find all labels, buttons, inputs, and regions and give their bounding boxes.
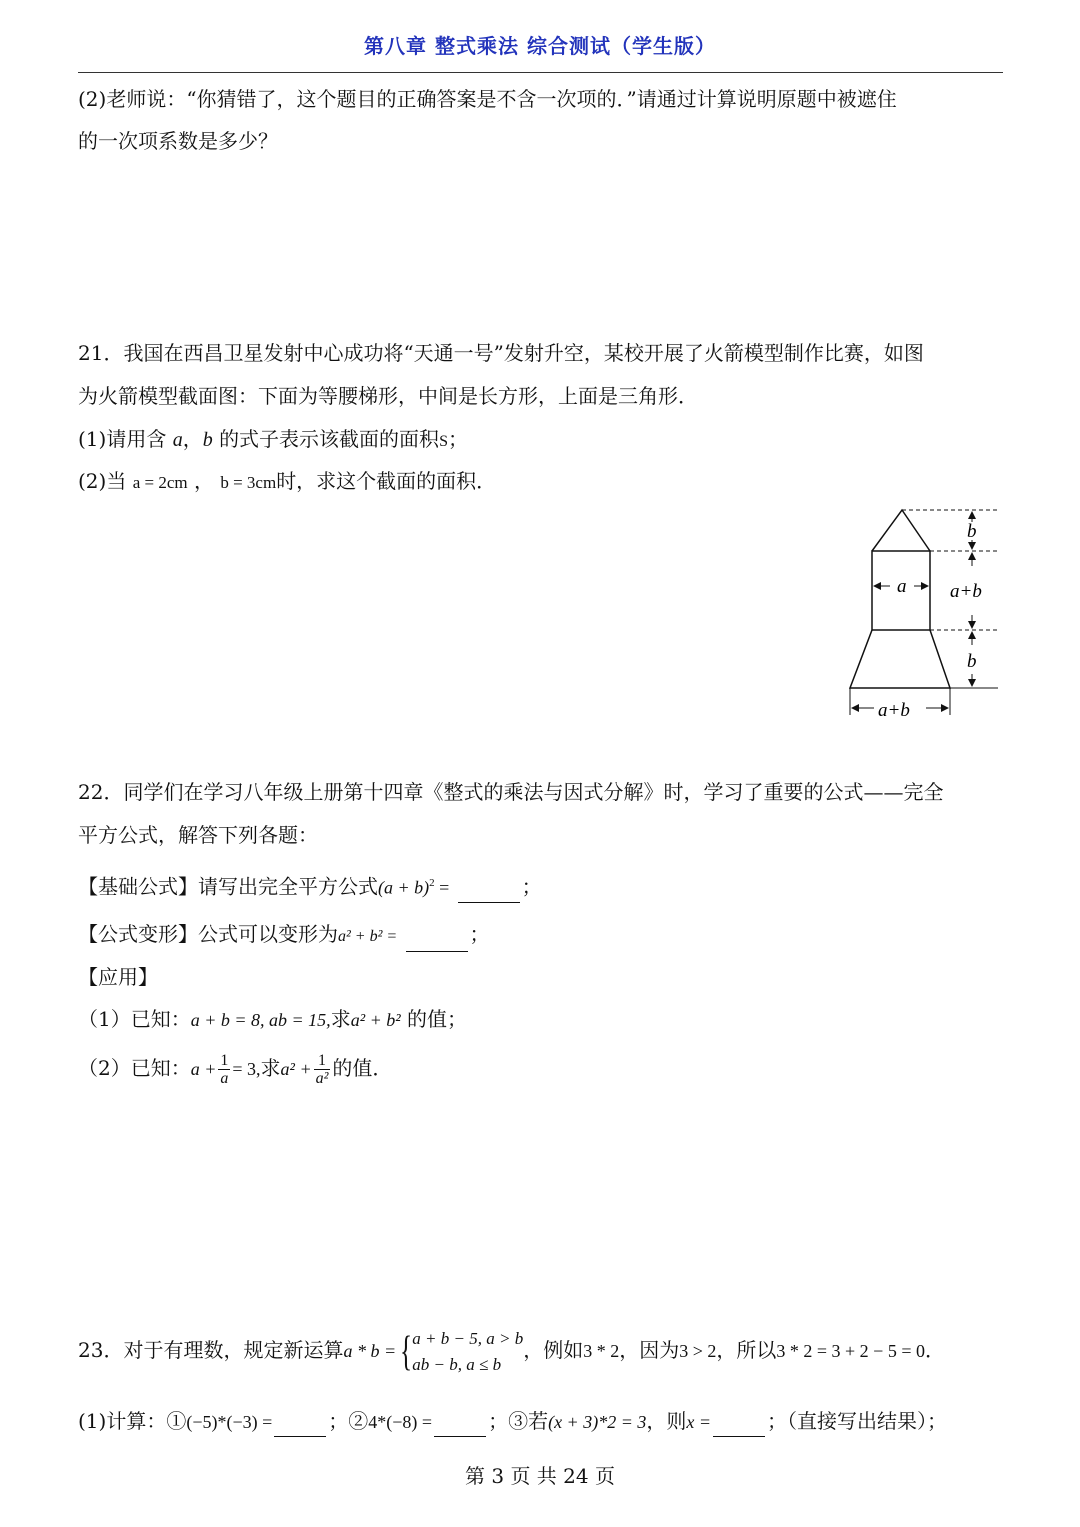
q22-app1-end: 的值； (407, 1007, 467, 1031)
q22-basic-eq: = (434, 877, 450, 898)
q23-example: ，例如 (523, 1338, 584, 1362)
q23-so: ，所以 (716, 1338, 777, 1362)
q22-app1-mid: 求 (330, 1007, 351, 1031)
q22-apply-label: 【应用】 (78, 965, 158, 989)
label-apb-right: a+b (950, 581, 982, 602)
q23-example-expr: 3 * 2 (583, 1341, 620, 1361)
header-rule (78, 72, 1003, 73)
q21-part1-a: a (172, 429, 183, 451)
q22-transform-answer-blank[interactable] (406, 929, 468, 952)
q22-app1-expr: a + b = 8, ab = 15, (190, 1010, 331, 1030)
q22-app2-frac1 (218, 1052, 230, 1087)
q20-part2-line2: 的一次项系数是多少？ (78, 129, 278, 153)
q22-basic-label: 【基础公式】请写出完全平方公式 (78, 874, 378, 899)
q22-basic-expr: (a + b) (378, 877, 430, 898)
rocket-figure (840, 500, 1010, 725)
q23-p2-expr: 4*(−8) = (368, 1412, 433, 1432)
q23-line1 (78, 1322, 945, 1380)
q21-part2-a-val: a = 2cm (132, 473, 188, 492)
q21-part1-sep: ， (182, 427, 203, 451)
q21-part2-prefix: (2)当 (78, 469, 127, 493)
q23-part1 (78, 1406, 947, 1437)
q23-p3-x: x = (686, 1412, 711, 1432)
q22-app2-eq: = 3, (232, 1059, 261, 1079)
q22-app2-end: 的值． (332, 1056, 393, 1080)
q22-basic-exp: 2 (429, 877, 435, 889)
q22-transform-end: ； (469, 922, 490, 946)
q22-line2: 平方公式，解答下列各题： (78, 823, 318, 847)
q21-part1-prefix: (1)请用含 (78, 427, 167, 451)
q23-period: ． (924, 1338, 945, 1362)
q23-case1: a + b − 5, a > b (412, 1328, 524, 1348)
q22-basic-end: ； (521, 874, 542, 899)
q22-line1: 22．同学们在学习八年级上册第十四章《整式的乘法与因式分解》时，学习了重要的公式——完全 (78, 780, 944, 804)
q22-app1-target: a² + b² (350, 1010, 401, 1030)
label-a: a (897, 576, 907, 597)
q23-so-expr: 3 * 2 = 3 + 2 − 5 = 0 (776, 1341, 925, 1361)
q23-brace: { (400, 1328, 413, 1375)
q23-p3-then: ，则 (646, 1409, 687, 1433)
q23-p2-sep: ；③若 (488, 1409, 549, 1433)
q21-part1-b: b (202, 429, 213, 451)
q22-app2-a2: a² + (280, 1059, 312, 1079)
q21-line2: 为火箭模型截面图：下面为等腰梯形，中间是长方形，上面是三角形． (78, 384, 698, 408)
q21-part2 (78, 466, 496, 498)
q21-part2-b-val: b = 3cm (220, 473, 277, 492)
page-footer: 第 3 页 共 24 页 (465, 1464, 615, 1488)
q22-basic (78, 868, 542, 903)
q22-app2-frac2-num: 1 (314, 1052, 331, 1070)
q22-app2-frac1-den: a (220, 1070, 229, 1087)
q21-part2-suffix: 时，求这个截面的面积． (276, 469, 497, 493)
q23-p1-answer-blank[interactable] (274, 1414, 326, 1437)
q23-p3-end: ；（直接写出结果）； (767, 1409, 947, 1433)
q22-app2-mid: 求 (260, 1056, 281, 1080)
q23-cases (412, 1326, 523, 1378)
q22-app2-a: a + (190, 1059, 217, 1079)
label-apb-bottom: a+b (878, 700, 910, 721)
q22-app2-frac2 (314, 1052, 331, 1087)
q23-because-expr: 3 > 2 (679, 1341, 717, 1361)
q23-p2-answer-blank[interactable] (434, 1414, 486, 1437)
q23-p1-expr: (−5)*(−3) = (186, 1412, 273, 1432)
q23-part1-prefix: (1)计算：① (78, 1409, 187, 1433)
q23-p1-sep: ；② (328, 1409, 369, 1433)
q23-because: ，因为 (619, 1338, 680, 1362)
q21-part1-end: ； (447, 427, 468, 451)
q22-transform-label: 【公式变形】公式可以变形为 (78, 922, 338, 946)
rocket-triangle (872, 510, 930, 551)
q23-p3-expr: (x + 3)*2 = 3 (548, 1412, 647, 1432)
q22-app2-frac2-den: a² (315, 1070, 329, 1087)
q21-part1-suffix: 的式子表示该截面的面积 (219, 427, 440, 451)
q21-part2-comma: ， (193, 469, 214, 493)
q22-basic-answer-blank[interactable] (458, 880, 520, 903)
q22-transform (78, 919, 490, 952)
q22-transform-expr: a² + b² = (338, 928, 398, 945)
page-header-title: 第八章 整式乘法 综合测试（学生版） (364, 34, 716, 58)
q20-part2-line1: (2)老师说：“你猜错了，这个题目的正确答案是不含一次项的．”请通过计算说明原题中被遮住 (78, 87, 897, 111)
q21-line1: 21．我国在西昌卫星发射中心成功将“天通一号”发射升空，某校开展了火箭模型制作比赛，如图 (78, 341, 924, 365)
q22-app2-frac1-num: 1 (220, 1052, 229, 1069)
q22-app2-prefix: （2）已知： (78, 1056, 191, 1080)
q23-op: a * b = (343, 1341, 397, 1361)
q21-part1-S: S (439, 433, 448, 450)
label-b-top: b (967, 521, 977, 542)
q23-case2: ab − b, a ≤ b (412, 1354, 502, 1374)
rocket-trapezoid (850, 630, 950, 688)
label-b-bottom: b (967, 651, 977, 672)
q23-prefix: 23．对于有理数，规定新运算 (78, 1338, 344, 1362)
q22-app1 (78, 1004, 467, 1035)
q22-app2 (78, 1046, 392, 1091)
q21-part1 (78, 424, 468, 457)
q22-app1-prefix: （1）已知： (78, 1007, 191, 1031)
q23-p3-answer-blank[interactable] (713, 1414, 765, 1437)
